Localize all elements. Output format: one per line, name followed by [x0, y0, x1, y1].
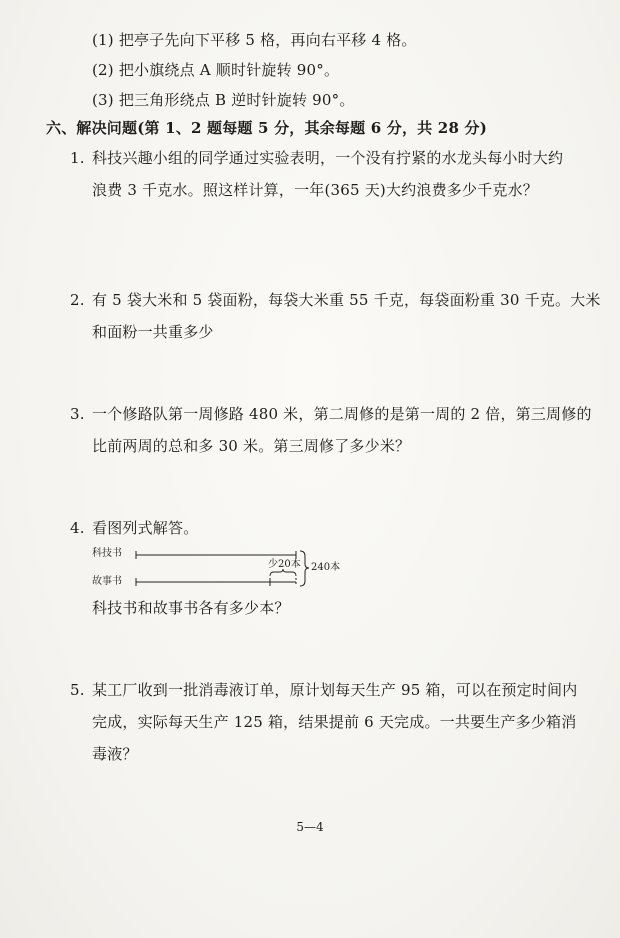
question-5-line-3: 毒液？: [92, 745, 138, 763]
page-number: 5—4: [296, 820, 324, 834]
question-5-line-1: [70, 680, 577, 700]
diagram-label-story-books: 故事书: [92, 576, 122, 587]
segment-diagram: [92, 548, 362, 594]
subitem-text: 把亭子先向下平移 5 格，再向右平移 4 格。: [118, 31, 417, 49]
question-5-line-2: 完成，实际每天生产 125 箱，结果提前 6 天完成。一共要生产多少箱消: [92, 713, 577, 731]
question-number: 4.: [70, 519, 85, 537]
subitem-number: (3): [92, 91, 114, 109]
question-text: 某工厂收到一批消毒液订单，原计划每天生产 95 箱，可以在预定时间内: [92, 681, 578, 699]
diagram-label-science-books: 科技书: [92, 548, 122, 559]
question-3-line-1: [70, 404, 592, 424]
question-text: 有 5 袋大米和 5 袋面粉，每袋大米重 55 千克，每袋面粉重 30 千克。大米: [92, 291, 601, 309]
question-2-line-1: [70, 290, 601, 310]
subitem-text: 把三角形绕点 B 逆时针旋转 90°。: [118, 91, 355, 109]
question-number: 3.: [70, 405, 85, 423]
question-text: 一个修路队第一周修路 480 米，第二周修的是第一周的 2 倍，第三周修的: [92, 405, 592, 423]
question-number: 5.: [70, 681, 85, 699]
question-2-line-2: 和面粉一共重多少: [92, 323, 214, 341]
question-number: 1.: [70, 149, 85, 167]
question-text: 科技兴趣小组的同学通过实验表明，一个没有拧紧的水龙头每小时大约: [92, 149, 564, 167]
question-text: 看图列式解答。: [92, 519, 199, 537]
total-label: 240本: [311, 562, 341, 573]
difference-label: 少20本: [268, 559, 301, 570]
subitem-3: [92, 90, 355, 110]
question-number: 2.: [70, 291, 85, 309]
question-1-line-2: 浪费 3 千克水。照这样计算，一年(365 天)大约浪费多少千克水？: [92, 181, 538, 199]
subitem-number: (2): [92, 61, 114, 79]
question-1-line-1: [70, 148, 563, 168]
subitem-2: [92, 60, 339, 80]
subitem-number: (1): [92, 31, 114, 49]
section-title: 六、解决问题(第 1、2 题每题 5 分，其余每题 6 分，共 28 分): [46, 119, 487, 137]
question-4-line-1: [70, 518, 198, 538]
question-4-line-2: 科技书和故事书各有多少本？: [92, 599, 290, 617]
question-3-line-2: 比前两周的总和多 30 米。第三周修了多少米？: [92, 437, 411, 455]
subitem-1: [92, 30, 417, 50]
total-brace: [300, 551, 309, 586]
subitem-text: 把小旗绕点 A 顺时针旋转 90°。: [118, 61, 340, 79]
